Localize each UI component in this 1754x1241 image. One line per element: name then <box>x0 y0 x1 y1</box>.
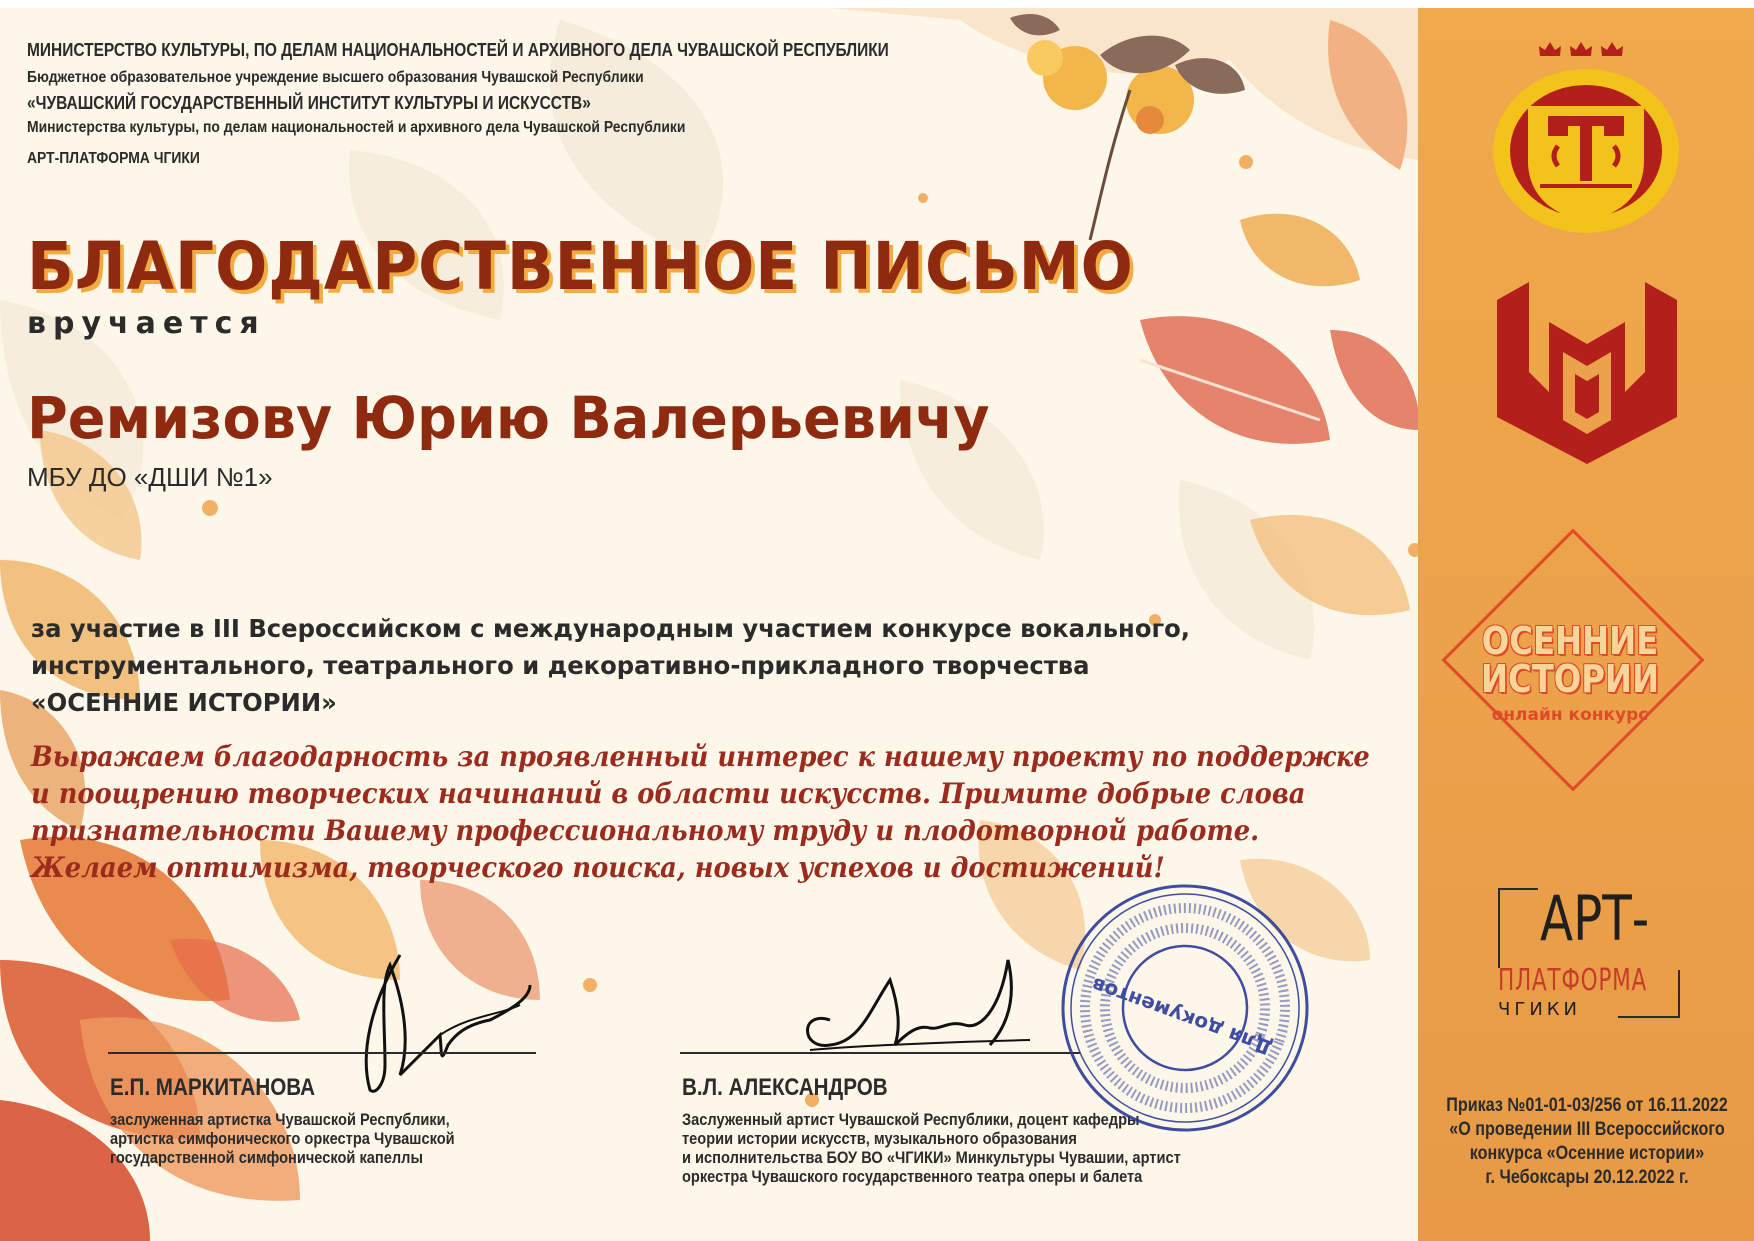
contest-logo-icon <box>1497 282 1677 464</box>
signatory-desc-line: Заслуженный артист Чувашской Республики, доцент кафедры <box>682 1110 1140 1129</box>
art-logo-line3: ЧГИКИ <box>1498 999 1582 1020</box>
signatory-desc-line: и исполнительства БОУ ВО «ЧГИКИ» Минкультуры Чувашии, артист <box>682 1148 1181 1167</box>
certificate-title: БЛАГОДАРСТВЕННОЕ ПИСЬМО <box>27 228 1134 305</box>
order-line: Приказ №01-01-03/256 от 16.11.2022 <box>1446 1095 1728 1116</box>
signatory-1-name: Е.П. МАРКИТАНОВА <box>110 1074 316 1101</box>
signatory-desc-line: артистка симфонического оркестра Чувашской <box>110 1129 455 1148</box>
order-line: «О проведении III Всероссийского <box>1449 1119 1725 1140</box>
thanks-text <box>31 738 1411 886</box>
art-logo-line2: ПЛАТФОРМА <box>1498 963 1647 998</box>
contest-logo-line3: онлайн конкурс <box>1491 705 1649 725</box>
signatory-desc-line: заслуженная артистка Чувашской Республики, <box>110 1110 450 1129</box>
participation-line: инструментального, театрального и декоративно-прикладного творчества <box>31 651 1090 680</box>
header-institution-name: «ЧУВАШСКИЙ ГОСУДАРСТВЕННЫЙ ИНСТИТУТ КУЛЬТУРЫ И ИСКУССТВ» <box>27 93 591 113</box>
thanks-line: признательности Вашему профессиональному труду и плодотворной работе. <box>31 814 1260 847</box>
header-ministry: МИНИСТЕРСТВО КУЛЬТУРЫ, ПО ДЕЛАМ НАЦИОНАЛЬНОСТЕЙ И АРХИВНОГО ДЕЛА ЧУВАШСКОЙ РЕСПУБЛИКИ <box>27 40 889 60</box>
participation-line: «ОСЕННИЕ ИСТОРИИ» <box>31 688 337 717</box>
signatory-desc-line: оркестра Чувашского государственного театра оперы и балета <box>682 1167 1143 1186</box>
stamp-center-text: Для документов <box>1088 972 1276 1061</box>
certificate-subtitle: вручается <box>27 306 266 341</box>
order-line: г. Чебоксары 20.12.2022 г. <box>1485 1167 1689 1188</box>
order-line: конкурса «Осенние истории» <box>1469 1143 1705 1164</box>
art-platform-logo <box>1498 882 1688 1023</box>
recipient-name: Ремизову Юрию Валерьевичу <box>27 384 990 452</box>
signature-alexandrov <box>790 950 1050 1060</box>
participation-line: за участие в III Всероссийском с международным участием конкурсе вокального, <box>31 614 1191 643</box>
signatory-desc-line: теории истории искусств, музыкального образования <box>682 1129 1077 1148</box>
signatory-desc-line: государственной симфонической капеллы <box>110 1148 423 1167</box>
official-stamp <box>1055 878 1315 1138</box>
recipient-organization: МБУ ДО «ДШИ №1» <box>27 462 273 492</box>
autumn-stories-logo <box>1440 527 1700 787</box>
art-logo-line1: АРТ- <box>1540 882 1650 955</box>
order-text <box>1420 1094 1754 1190</box>
signatory-2-name: В.Л. АЛЕКСАНДРОВ <box>682 1074 888 1101</box>
thanks-line: и поощрению творческих начинаний в области искусств. Примите добрые слова <box>31 777 1306 810</box>
header-ministry-sub: Министерства культуры, по делам национальностей и архивного дела Чувашской Республики <box>27 119 686 136</box>
signatory-1-description <box>110 1110 455 1167</box>
top-margin <box>0 0 1754 8</box>
signature-line-2 <box>680 1052 1080 1054</box>
thanks-line: Выражаем благодарность за проявленный интерес к нашему проекту по поддержке <box>31 740 1370 773</box>
contest-logo-line2: ИСТОРИИ <box>1481 657 1659 701</box>
participation-text <box>31 610 1411 721</box>
thanks-line: Желаем оптимизма, творческого поиска, новых успехов и достижений! <box>31 851 1165 884</box>
header-art-platform: АРТ-ПЛАТФОРМА ЧГИКИ <box>27 150 200 167</box>
header-institution-type: Бюджетное образовательное учреждение высшего образования Чувашской Республики <box>27 69 644 86</box>
signature-line-1 <box>108 1052 536 1054</box>
contest-logo-line1: ОСЕННИЕ <box>1481 619 1659 663</box>
chuvash-emblem-icon <box>1488 36 1684 236</box>
signature-markitanova <box>330 945 560 1100</box>
